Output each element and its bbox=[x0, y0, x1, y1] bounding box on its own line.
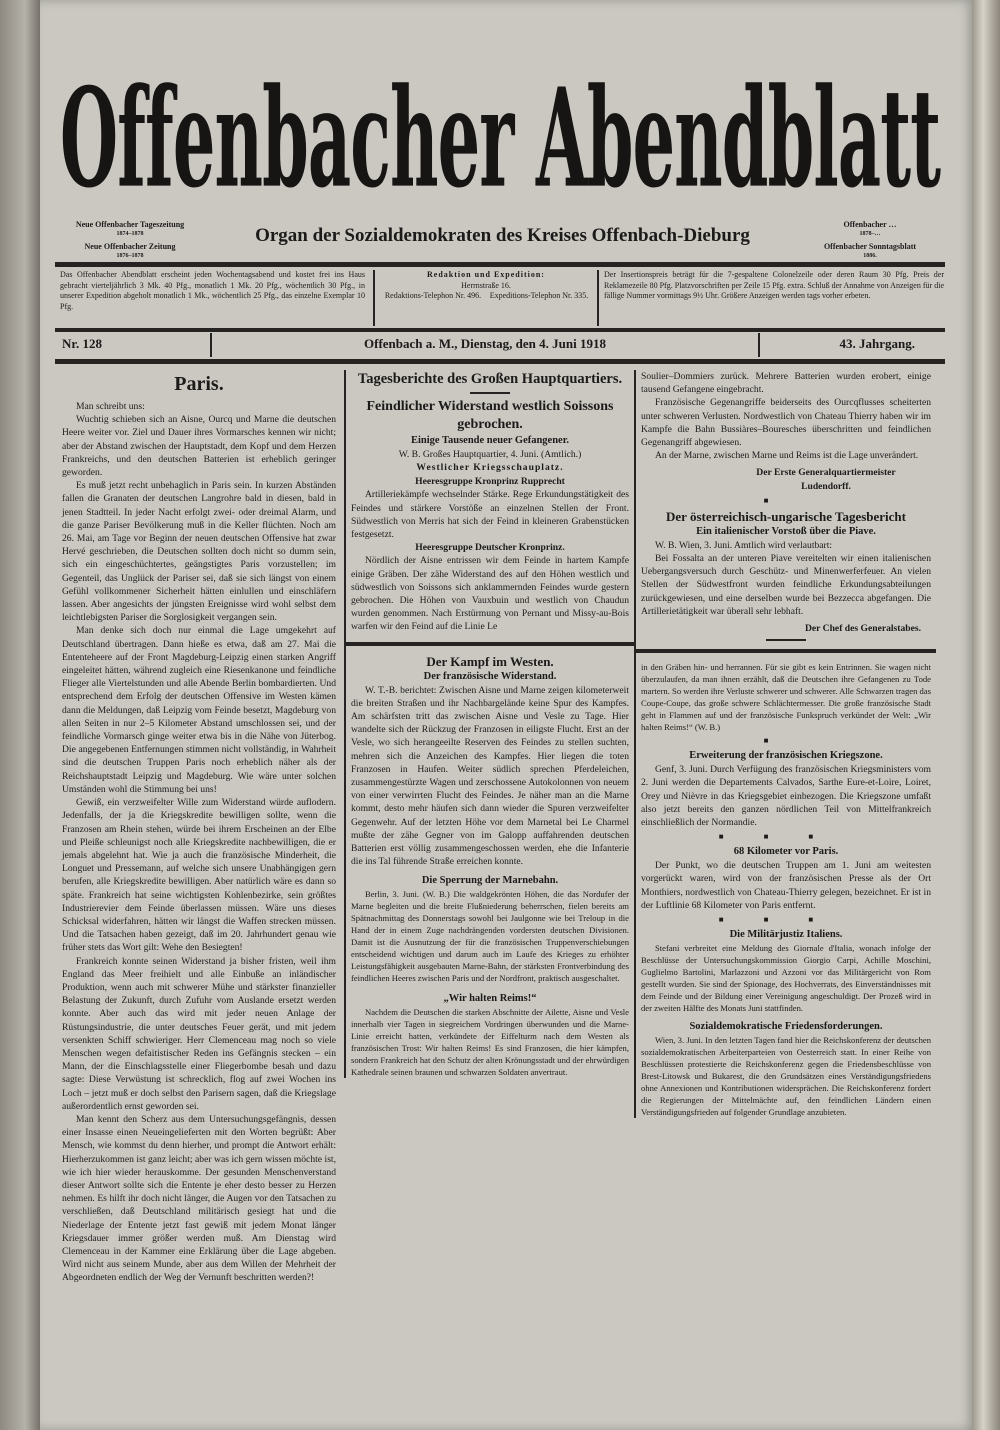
note: Offenbacher Sonntagsblatt bbox=[823, 242, 917, 251]
masthead-title-area bbox=[60, 58, 941, 218]
office-info bbox=[380, 270, 592, 302]
paragraph: W. B. Wien, 3. Juni. Amtlich wird verlautbart: bbox=[655, 539, 833, 551]
divider bbox=[210, 333, 212, 357]
divider bbox=[470, 392, 510, 394]
headline: Der Kampf im Westen. bbox=[426, 653, 554, 669]
column-right bbox=[634, 370, 931, 1118]
signature: Der Erste Generalquartiermeister Ludendorff. bbox=[756, 467, 896, 492]
volume: 43. Jahrgang. bbox=[839, 336, 915, 351]
phone-expedition: Expeditions-Telephon Nr. 335. bbox=[489, 291, 589, 300]
subscription-info: Das Offenbacher Abendblatt erscheint jeden Wochentagsabend und kostet frei ins Haus gebracht vierteljährlich 3 Mk. 40 Pfg., monatlich 1 Mk. 20 Pfg., wöchentlich 30 Pfg., in unserer Expedition abgeholt monatlich 1 Mk., wöchentlich 25 Pfg., das einzelne Exemplar 10 Pfg. bbox=[60, 270, 365, 311]
headline: 68 Kilometer vor Paris. bbox=[733, 846, 839, 858]
phone-editorial: Redaktions-Telephon Nr. 496. bbox=[384, 291, 482, 300]
office-title: Redaktion und Expedition: bbox=[427, 270, 545, 279]
headline: Paris. bbox=[174, 373, 224, 395]
note: 1886. bbox=[863, 253, 877, 259]
divider bbox=[55, 262, 945, 267]
divider bbox=[766, 639, 806, 641]
headline: Sozialdemokratische Friedensforderungen. bbox=[689, 1021, 883, 1033]
separator: ■ bbox=[763, 736, 809, 746]
paragraph: An der Marne, zwischen Marne und Reims ist die Lage unverändert. bbox=[655, 450, 919, 462]
divider bbox=[55, 359, 945, 364]
army-group: Heeresgruppe Kronprinz Rupprecht bbox=[415, 476, 565, 488]
masthead-subtitle-area bbox=[215, 224, 790, 248]
paragraph: in den Gräben hin- und herrannen. Für sie gibt es kein Entrinnen. Sie wagen nicht überzulaufen, da man ihnen erzählt, daß die Deutschen ihre Gefangenen zu Tode martern. So werden ihre Verluste schwerer und schwerer. Alle Schwarzen tragen das Coupe-Coupe, das große schwere Schlächtermesser. Die große französische Stadt geht in Flammen auf und der französische Funkspruch verkündet der Welt: „Wir halten Reims!“ (W. B.) bbox=[641, 662, 931, 733]
paragraph: Bei Fossalta an der unteren Piave vereitelten wir einen italienischen Uebergangsversuch durch Geschütz- und Minenwerferfeuer. An vielen Stellen der Südwestfront wurden feindliche Erkundungsabteilungen zurückgewiesen, und eine derselben wurde bei Bezzecca abgefangen. Die Artillerietätigkeit war überall sehr lebhaft. bbox=[641, 553, 931, 617]
paragraph: Gewiß, ein verzweifelter Wille zum Widerstand würde auflodern. Jedenfalls, der ja die Kriegskredite bewilligen sollte, wenn die Franzosen am Rhein stehen, würde bei ihrem Erscheinen an der Elbe und Pleiße schleunigst noch alle Kriegskredite nachbewilligen, die er jemals abgelehnt hat. Wie ja auch die französische Minderheit, die Longuet und Pressemann, auf welche sich unsere Unabhängigen gern berufen, alle Kriegskredite bewilligen. Aber natürlich wäre es dann so späte. Frankreich hat seine wichtigsten Kohlenbezirke, sein größtes Industrierevier dem Feinde überlassen müssen. Wäre uns dieses Schicksal widerfahren, hätten wir längst die Waffen strecken müssen. Und die Tatsachen haben gezeigt, daß im 20. Jahrhundert genau wie früher stets das Wort gilt: Wehe den Besiegten! bbox=[62, 797, 336, 954]
army-group: Heeresgruppe Deutscher Kronprinz. bbox=[415, 542, 565, 554]
separator: ■■■ bbox=[718, 832, 854, 842]
note: Neue Offenbacher Zeitung bbox=[84, 242, 176, 251]
theater: Westlicher Kriegsschauplatz. bbox=[416, 462, 564, 474]
column-paris bbox=[62, 370, 336, 1285]
signature: Der Chef des Generalstabes. bbox=[805, 623, 921, 635]
divider bbox=[636, 649, 936, 653]
headline: Die Sperrung der Marnebahn. bbox=[421, 875, 559, 887]
note: Neue Offenbacher Tageszeitung bbox=[75, 220, 185, 229]
issue-number: Nr. 128 bbox=[62, 336, 102, 351]
paragraph: Genf, 3. Juni. Durch Verfügung des französischen Kriegsministers vom 2. Juni werden die Departements Calvados, Sarthe Eure-et-Loire, Loiret, Orey und Nièvre in das Kriegsgebiet einbezogen. Die Kriegszone umfaßt also jetzt bereits den ganzen nördlichen Teil von Mittelfrankreich einschließlich der Normandie. bbox=[641, 764, 931, 829]
paragraph: Wuchtig schieben sich an Aisne, Ourcq und Marne die deutschen Heere weiter vor. Ziel und Dauer ihres Vormarsches kennen wir nicht; aber der Abstand zwischen der Hauptstadt, dem Kopf und dem Herzen Frankreichs, und den deutschen Batterien ist erheblich geringer geworden. bbox=[62, 414, 336, 479]
paragraph: Soulier–Dommiers zurück. Mehrere Batterien wurden erobert, einige tausend Gefangene eingebracht. bbox=[641, 371, 931, 396]
paragraph: W. T.-B. berichtet: Zwischen Aisne und Marne zeigen kilometerweit die breiten Straßen und ihr Nachbargelände keine Spur des Kampfes. Am schärfsten tritt das zwischen Aisne und Vesle zu Tage. Hier wandelte sich der Rückzug der Franzosen in eiligste Flucht. Erst an der Vesle, wo sich herangeeilte Reserven des Feindes zu stellen suchten, mehren sich die Anzeichen des Kampfes. Hier liegen die toten Franzosen in Haufen. Weiter südlich sprechen Pferdeleichen, zusammengestürzte Wagen und zerschossene Autokolonnen von neuem von einer verwirrten Flucht des Feindes. Je näher man an die Marne kommt, desto mehr häufen sich dann wieder die Spuren verzweifelter Gegenwehr. Auf der letzten Höhe vor dem Marnetal bei Le Charmel mußte der zähe Gegner von im Galopp auffahrenden deutschen Batterien erst völlig zusammengeschossen werden, ehe die Infanterie die ins Tal führende Straße erreichen konnte. bbox=[351, 684, 629, 868]
note: 1878–… bbox=[859, 231, 881, 237]
masthead-left-notes bbox=[55, 220, 205, 260]
paragraph: Nachdem die Deutschen die starken Abschnitte der Ailette, Aisne und Vesle innerhalb vier Tagen in siegreichem Vordringen überwunden und die Marne-Linie erreicht hatten, verkündete der Eiffelturm nach dem Westen als französischen Trost: Wir halten Reims! Es sind Franzosen, die hier kämpfen, sondern Frankreich hat den Schutz der alten Krönungsstadt und der ehrwürdigen Kathedrale seinen braunen und schwarzen Soldaten anvertraut. bbox=[351, 1007, 629, 1078]
headline: Feindlicher Widerstand westlich Soissons gebrochen. bbox=[366, 399, 614, 432]
paragraph: Man denke sich doch nur einmal die Lage umgekehrt auf Deutschland übertragen. Dann hieße es etwa, daß am 27. Mai die Ententeheere auf der Front Magdeburg-Leipzig einen starken Angriff eingeleitet hätten, während zugleich eine Riesenkanone und feindliche Flieger alle Viertelstunden und alle Abende Berlin bombardierten. Und entsprechend dem Erfolg der deutschen Offensive im Westen kämen dann die Meldungen, daß Leipzig vom Feinde besetzt, Magdeburg von allen Seiten in nur 2–5 Kilometer Abstand umschlossen sei, und der feindliche Vormarsch ginge weiter etwa bis in die Nähe von Jüterbog. Die angegebenen Entfernungen stimmen nicht vollständig, in Wahrheit sind die deutschen Truppen Paris noch erheblich näher als der Reichshauptstadt Leipzig und Magdeburg. Wie wäre unter solchen Umständen wohl die Stimmung bei uns! bbox=[62, 625, 336, 795]
subheadline: Der französische Widerstand. bbox=[423, 670, 557, 682]
paragraph: Nördlich der Aisne entrissen wir dem Feinde in hartem Kampfe einige Gräben. Der zähe Widerstand des auf den Höhen westlich und südwestlich von Soissons sich anklammernden Feindes wurde gestern gebrochen. Die Höhen von Vauxbuin und westlich von Chaudun wurden genommen. Nach Erstürmung von Pernant und Missy-au-Bois warfen wir den Feind auf die Linie Le bbox=[351, 555, 629, 633]
headline: „Wir halten Reims!“ bbox=[443, 993, 537, 1005]
paragraph: Es muß jetzt recht unbehaglich in Paris sein. In kurzen Abständen fallen die Granaten der deutschen Langrohre bald in diesen, bald in jenen Stadtteil. In jeder Nacht erfolgt zwei- oder dreimal Alarm, und die ganze Pariser Bevölkerung muß in die Keller flüchten. Noch am 26. Mai, am Tage vor Beginn der neuen deutschen Offensive hat zwar Hervé geschrieben, die Deutschen sollten doch nicht so dumm sein, sich ein eingeschüchtertes, geängstigtes Paris vorzustellen; im Gegenteil, das Unglück der Pariser sei, daß sie sich längst von einem Gefühl vollkommener Sicherheit hätten einlullen und einschläfern lassen. Aber angesichts der jüngsten Ereignisse wird wohl selbst dem leichtlebigsten Pariser die Sorglosigkeit vergangen sein. bbox=[62, 480, 336, 624]
separator: ■ bbox=[763, 495, 809, 505]
paragraph: Stefani verbreitet eine Meldung des Giornale d'Italia, wonach infolge der Beschlüsse der Untersuchungskommission Giorgio Carpi, Achille Moschini, Guglielmo Bartolini, Marlazzoni und Azzoni vor das Militärgericht von Rom gestellt wurden. Sie sind der Spionage, des Hochverrats, des Einverständnisses mit dem Feinde und der Bildung einer Vereinigung angeschuldigt. Der Prozeß wird in der zweiten Hälfte des Monats Juni stattfinden. bbox=[641, 943, 931, 1014]
paragraph: Französische Gegenangriffe beiderseits des Ourcqflusses scheiterten unter schweren Verlusten. Nordwestlich von Chateau Thierry haben wir im Kampfe die Bahn Bussiàres–Bouresches überschritten und feindlichen Gegenangriff abgewiesen. bbox=[641, 397, 931, 449]
masthead-subtitle: Organ der Sozialdemokraten des Kreises Offenbach-Dieburg bbox=[255, 225, 750, 246]
book-binding bbox=[972, 0, 1000, 1430]
paragraph: Wien, 3. Juni. In den letzten Tagen fand hier die Reichskonferenz der deutschen sozialdemokratischen Arbeiterparteien von Oesterreich statt. In einer Reihe von Beschlüssen protestierte die Reichskonferenz gegen die Friedensbeschlüsse von Brest-Litowsk und Bukarest, die den Grundsätzen eines Verständigungsfriedens ohne Annexionen und Kontributionen widersprächen. Die Reichskonferenz fordert die Regierungen der Mittelmächte auf, den feindlichen Ländern einen Verständigungsfrieden auf folgender Grundlage anzubieten. bbox=[641, 1035, 931, 1118]
previous-page-edge bbox=[0, 0, 42, 1430]
subheadline: Einige Tausende neuer Gefangener. bbox=[410, 435, 570, 446]
section-title: Tagesberichte des Großen Hauptquartiers. bbox=[357, 371, 623, 387]
paragraph: Man kennt den Scherz aus dem Untersuchungsgefängnis, dessen einer Insasse einen Neueingelieferten mit den Worten begrüßt: Aber Mensch, wie kommst du denn hierher, und prompt die Antwort erhält: Hierherzukommen ist ganz leicht; aber was ich gern wissen möchte ist, wie ich hier wieder herauskomme. Der gesunden Menschenverstand dieser Antwort sollte sich die Entente je eher desto besser zu Herzen nehmen. Es hilft ihr doch nicht länger, die Augen vor den Tatsachen zu verschließen, daß Deutschland militärisch gesiegt hat und die Niederlage der Entente jetzt fast gewiß mit jedem Monat länger Kriegsdauer immer größer werden muß. Am Dienstag wird Clemenceau in der Kammer eine Erklärung über die Lage abgeben. Wird nicht aus seinem Munde, aber aus dem Willen der Mehrheit der Abgeordneten endlich der Weg der Vernunft beschritten werden?! bbox=[62, 1113, 336, 1284]
paragraph: Man schreibt uns: bbox=[76, 401, 145, 412]
divider bbox=[55, 328, 945, 332]
note: 1876–1878 bbox=[116, 253, 144, 259]
column-reports bbox=[344, 370, 629, 1078]
divider bbox=[597, 270, 599, 326]
paragraph: Frankreich konnte seinen Widerstand ja bisher fristen, weil ihm England das Meer freihielt und alle Einbuße an inländischer Produktion, wenn auch mit schwerer Mühe und stärkster finanzieller Belastung der Zukunft, durch Zufuhr vom Auslande ersetzt werden konnte. Aber auch das wird mit jeder neuen Anlage der Rüstungsindustrie, die unter deutsches Feuer gerät, und mit jedem versenkten Schiff schwieriger. Herr Clemenceau mag noch so viele Menschen wegen defaitistischer Reden ins Gefängnis stecken – ein Mann, der die Einschlagsstelle einer Fliegerbombe besah und dazu sagte: Diese Verwüstung ist schrecklich, flog auf zwei Wochen ins Loch – jetzt muß er doch selbst den Parisern sagen, daß die Kriegslage außerordentlich ernst geworden sei. bbox=[62, 955, 336, 1112]
divider bbox=[373, 270, 375, 326]
note: Offenbacher … bbox=[843, 220, 897, 229]
paragraph: Der Punkt, wo die deutschen Truppen am 1. Juni am weitesten vorgerückt waren, wird von der französischen Presse als der Ort Monthiers, nordwestlich von Chateau-Thierry gelegen, bezeichnet. Er ist in der Luftlinie 68 Kilometer von Paris entfernt. bbox=[641, 860, 931, 911]
divider bbox=[346, 642, 634, 646]
issue-date: Offenbach a. M., Dienstag, den 4. Juni 1918 bbox=[364, 336, 606, 351]
subheadline: Ein italienischer Vorstoß über die Piave. bbox=[696, 525, 876, 537]
newspaper-page bbox=[40, 0, 975, 1430]
headline: Die Militärjustiz Italiens. bbox=[729, 929, 843, 941]
paragraph: Berlin, 3. Juni. (W. B.) Die waldgekrönten Höhen, die das Nordufer der Marne begleiten und die breite Flußniederung beherrschen, fielen bereits am Spätnachmittag des Donnerstags sowohl bei Jaulgonne wie bei Treloup in die Hand der in einem Zuge nachdrängenden vordersten deutschen Divisionen. Damit ist die Ausnutzung der für die französischen Truppenverschiebungen entscheidend wichtigen und darum auch im Laufe des Krieges zu erhöhter Leistungsfähigkeit ausgebauten Marne-Bahn, der stärksten Frontverbindung des feindlichen Heeres zwischen Paris und der Nordfront, praktisch ausgeschaltet. bbox=[351, 889, 629, 984]
masthead-title: Offenbacher Abendblatt bbox=[60, 58, 941, 218]
headline: Erweiterung der französischen Kriegszone. bbox=[689, 750, 883, 762]
source-line: W. B. Großes Hauptquartier, 4. Juni. (Amtlich.) bbox=[398, 449, 582, 460]
note: 1874–1878 bbox=[116, 231, 144, 237]
separator: ■■■ bbox=[718, 915, 854, 925]
ad-rates-info: Der Insertionspreis beträgt für die 7-gespaltene Colonelzeile oder deren Raum 30 Pfg. Preis der Reklamezeile 80 Pfg. Platzvorschriften per Zeile 15 Pfg. extra. Schluß der Annahme von Anzeigen für die fällige Nummer vormittags 9½ Uhr. Größere Anzeigen werden tags vorher erbeten. bbox=[604, 270, 944, 300]
masthead-right-notes bbox=[795, 220, 945, 260]
paragraph: Artilleriekämpfe wechselnder Stärke. Rege Erkundungstätigkeit des Feindes und stärkere Vorstöße an einzelnen Stellen der Front. Südwestlich von Merris hat sich der Feind in kleineren Grabenstücken festgesetzt. bbox=[351, 489, 629, 541]
divider bbox=[758, 333, 760, 357]
headline: Der österreichisch-ungarische Tagesbericht bbox=[666, 508, 906, 524]
office-address: Herrnstraße 16. bbox=[461, 280, 511, 290]
